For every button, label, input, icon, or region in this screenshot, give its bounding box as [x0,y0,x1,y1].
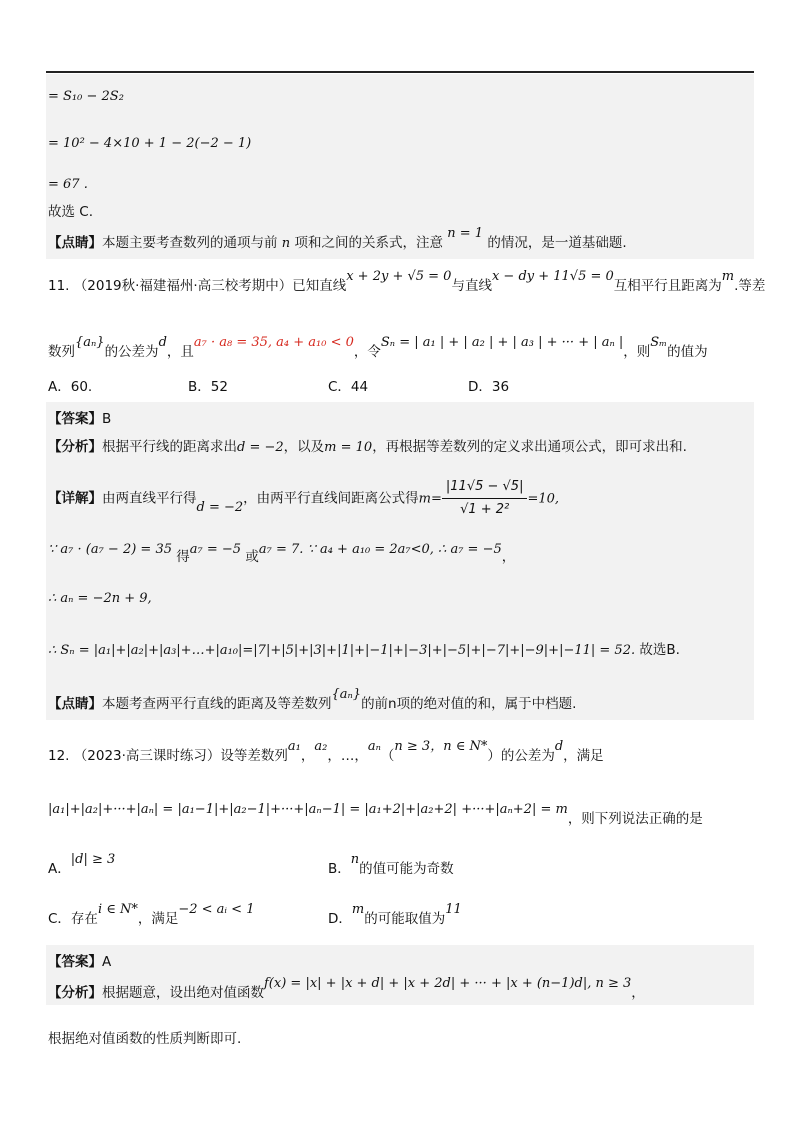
top-rule [46,71,754,73]
q11-analysis-tag: 【分析】 [48,439,102,455]
comment-text-c: 的情况，是一道基础题. [483,235,627,251]
q12-option-d[interactable] [328,902,462,929]
q11-detail [48,478,559,519]
q12-sep1: ， [300,748,315,764]
q12-analysis-f: f(x) = |x| + |x + d| + |x + 2d| + ··· + |x + (n−1)d|, n ≥ 3 [264,976,632,991]
q12-analysis-comma: ， [631,985,645,1001]
q12-stem-line1 [48,739,604,766]
q12-optD-math: m [351,902,365,917]
q11-analysis-b: ，以及 [283,439,325,455]
fraction-numerator: |11√5 − √5| [442,478,528,499]
q11-comment [48,687,577,714]
q11-analysis [48,438,687,457]
q11-mid2: 互相平行且距离为 [613,278,722,294]
q11-step-b: a₇ = −5 [189,542,242,557]
fraction-denominator: √1 + 2² [460,502,510,517]
q11-comment-tag: 【点睛】 [48,696,102,712]
q12-paren2: ）的公差为 [487,748,555,764]
q12-answer-tag: 【答案】 [48,954,102,970]
q12-eq-tail: ，则下列说法正确的是 [567,811,703,827]
q11-analysis-a: 根据平行线的距离求出 [102,439,237,455]
q11-sm: Sₘ [650,335,668,350]
q12-optD-label: D． [328,911,352,927]
q11-answer-value: B [102,411,112,427]
q11-sn-formula: ∴ Sₙ = |a₁|+|a₂|+|a₃|+…+|a₁₀|=|7|+|5|+|3|+|1|+|−1|+|−3|+|−5|+|−7|+|−9|+|−11| = 52. [48,643,636,658]
q12-analysis-a: 根据题意，设出绝对值函数 [102,985,264,1001]
q11-seq: {aₙ} [75,335,105,350]
q12-optD-text: 的可能取值为 [364,911,446,927]
q11-sn-line [48,641,680,660]
q11-stem-line2 [48,335,708,362]
q11-option-a[interactable]: A．60. [48,379,93,395]
q11-step-a: ∵ a₇ · (a₇ − 2) = 35 [48,542,172,557]
q11-comment-b: 的前n项的绝对值的和，属于中档题. [361,696,577,712]
q11-sum-def: Sₙ = | a₁ | + | a₂ | + | a₃ | + ··· + | aₙ | [380,335,624,350]
prev-step-1: = S₁₀ − 2S₂ [48,89,124,104]
q11-detail-a: 由两直线平行得 [102,490,197,507]
q12-answer-value: A [102,954,112,970]
q12-optC-math1: i ∈ N* [97,902,138,917]
q11-row2-f: 的值为 [667,344,708,360]
q11-detail-d: d = −2 [196,499,244,515]
comment-eq: n = 1 [447,226,484,241]
prev-step-2: = 10² − 4×10 + 1 − 2(−2 − 1) [48,136,252,151]
q12-equation: |a₁|+|a₂|+···+|aₙ| = |a₁−1|+|a₂−1|+···+|aₙ−1| = |a₁+2|+|a₂+2| +···+|aₙ+2| = m [48,802,568,817]
q12-prefix: 12. （2023·高三课时练习）设等差数列 [48,748,288,764]
q11-line2: x − dy + 11√5 = 0 [491,269,614,284]
q11-prefix: 11. （2019秋·福建福州·高三校考期中）已知直线 [48,278,347,294]
q11-step-de: 得 [176,549,190,565]
q11-row2-d: ，令 [353,344,381,360]
q12-optA-label: A． [48,861,71,877]
q12-sep2: ，…， [327,748,368,764]
comment-tag: 【点睛】 [48,235,102,251]
q12-a1: a₁ [287,739,301,754]
q11-row2-c: ，且 [166,344,194,360]
q11-answer [48,410,111,428]
q11-analysis-m: m = 10 [324,440,373,455]
q12-option-a[interactable] [48,852,116,879]
q11-comment-seq: {aₙ} [331,687,362,702]
prev-comment [48,226,627,253]
q11-comment-a: 本题考查两平行直线的距离及等差数列 [102,696,332,712]
q11-detail-result: =10, [527,491,560,507]
q11-step-c: a₇ = 7. ∵ a₄ + a₁₀ = 2a₇<0, ∴ a₇ = −5 [258,542,502,557]
q12-paren: （ [380,748,395,764]
q12-answer [48,953,111,971]
q12-option-b[interactable] [328,852,454,879]
q12-optD-val: 11 [445,902,462,917]
q11-condition: a₇ · a₈ = 35, a₄ + a₁₀ < 0 [193,335,354,350]
q12-cond: n ≥ 3，n ∈ N* [394,739,488,754]
solution-shade-prev [46,74,754,259]
q11-stem-line1 [48,269,766,296]
comment-n: n [281,236,291,251]
q11-row2-a: 数列 [48,344,75,360]
q11-analysis-d: d = −2 [237,440,284,455]
q11-detail-b: ，由两平行直线间距离公式得 [243,490,419,507]
q11-d: d [158,335,167,350]
q11-step-comma: ， [501,549,516,565]
q12-optB-label: B． [328,861,351,877]
q11-row2-e: ，则 [623,344,651,360]
q11-detail-tag: 【详解】 [48,490,102,507]
q11-option-c[interactable]: C．44 [328,379,369,395]
q11-m: m [721,269,735,284]
q11-mid: 与直线 [451,278,492,294]
q11-option-b[interactable]: B．52 [188,379,228,395]
q11-distance-fraction [442,478,528,519]
q12-optB-math: n [350,852,360,867]
q12-d: d [554,739,564,754]
prev-step-3: = 67 . [48,177,88,192]
q11-answer-tag: 【答案】 [48,411,102,427]
q12-optB-text: 的值可能为奇数 [359,861,454,877]
q11-row2-b: 的公差为 [104,344,159,360]
q12-optC-math2: −2 < aᵢ < 1 [178,902,255,917]
q12-an: aₙ [367,739,381,754]
q11-analysis-c: ，再根据等差数列的定义求出通项公式，即可求出和. [372,439,687,455]
q12-option-c[interactable] [48,902,255,929]
q11-step-line [48,540,516,565]
q12-analysis-b: 根据绝对值函数的性质判断即可. [48,1031,242,1047]
q12-a2: a₂ [314,739,328,754]
q12-tail: ，满足 [563,748,604,764]
q12-optC-text: ，满足 [137,911,179,927]
q12-stem-line2 [48,802,703,829]
q12-analysis-tag: 【分析】 [48,985,102,1001]
comment-text-a: 本题主要考查数列的通项与前 [102,235,282,251]
q11-step-huo: 或 [245,549,259,565]
q11-detail-m: m= [418,491,442,507]
q11-option-d[interactable]: D．36 [468,379,510,395]
q11-line1: x + 2y + √5 = 0 [346,269,452,284]
q12-optC-label: C．存在 [48,911,98,927]
q12-optA-math: |d| ≥ 3 [70,852,116,867]
prev-choice: 故选 C. [48,204,94,220]
comment-text-b: 项和之间的关系式，注意 [290,235,448,251]
q11-sn-choice: 故选B. [639,642,680,658]
q11-suffix: .等差 [734,278,766,294]
q11-an-formula: ∴ aₙ = −2n + 9, [48,591,152,606]
q12-analysis [48,976,645,1003]
